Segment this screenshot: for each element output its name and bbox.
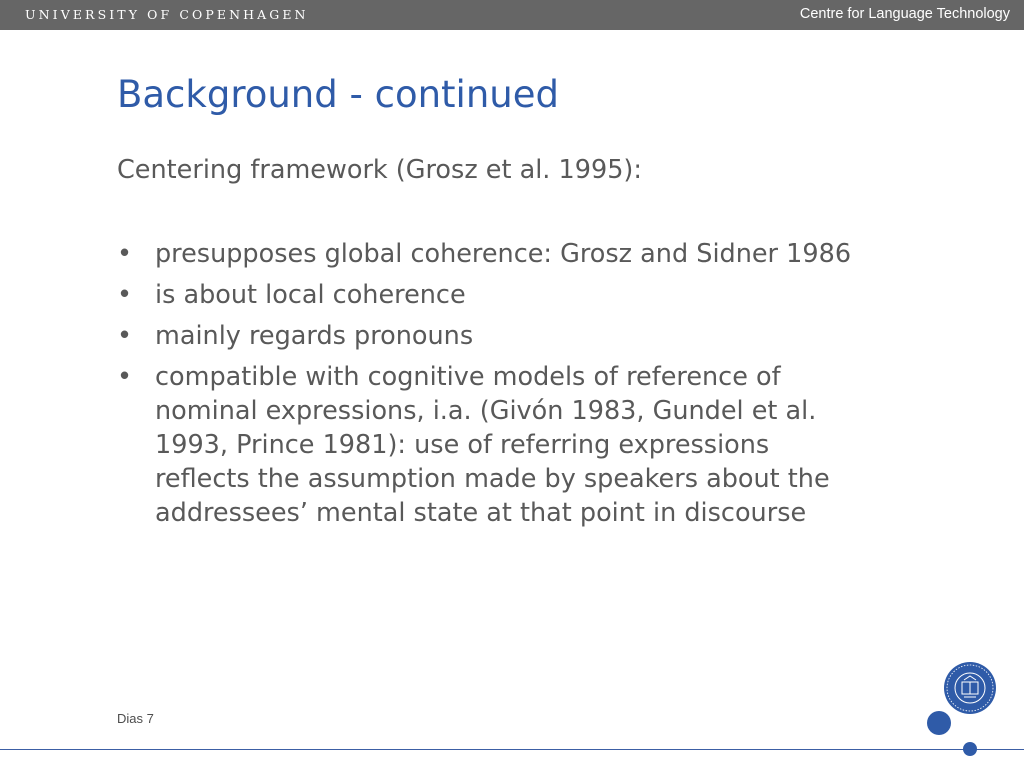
bullet-text: presupposes global coherence: Grosz and Sidner 1986 bbox=[155, 239, 852, 269]
decorative-small-dot bbox=[963, 742, 977, 756]
bullet-icon: • bbox=[117, 280, 133, 310]
header-bar bbox=[0, 0, 1024, 30]
bullet-item bbox=[117, 360, 867, 530]
bullet-list bbox=[117, 237, 867, 537]
bullet-icon: • bbox=[117, 362, 133, 392]
university-seal-icon bbox=[942, 660, 998, 716]
decorative-large-dot bbox=[927, 711, 951, 735]
slide-title: Background - continued bbox=[117, 73, 559, 116]
bullet-text: is about local coherence bbox=[155, 280, 466, 310]
bullet-icon: • bbox=[117, 321, 133, 351]
centre-name: Centre for Language Technology bbox=[799, 6, 1010, 22]
bullet-item bbox=[117, 278, 867, 312]
bullet-text: mainly regards pronouns bbox=[155, 321, 474, 351]
bullet-text: compatible with cognitive models of reference of nominal expressions, i.a. (Givón 1983, Gundel et al. 1993, Prince 1981): use of referring expressions reflects the assumption made by speakers about the addressees’ mental state at that point in discourse bbox=[155, 362, 830, 528]
bullet-item bbox=[117, 319, 867, 353]
footer-line bbox=[0, 749, 1024, 750]
intro-text: Centering framework (Grosz et al. 1995): bbox=[117, 155, 642, 185]
bullet-icon: • bbox=[117, 239, 133, 269]
slide-number: Dias 7 bbox=[117, 711, 154, 726]
university-name: UNIVERSITY OF COPENHAGEN bbox=[25, 7, 309, 22]
bullet-item bbox=[117, 237, 867, 271]
